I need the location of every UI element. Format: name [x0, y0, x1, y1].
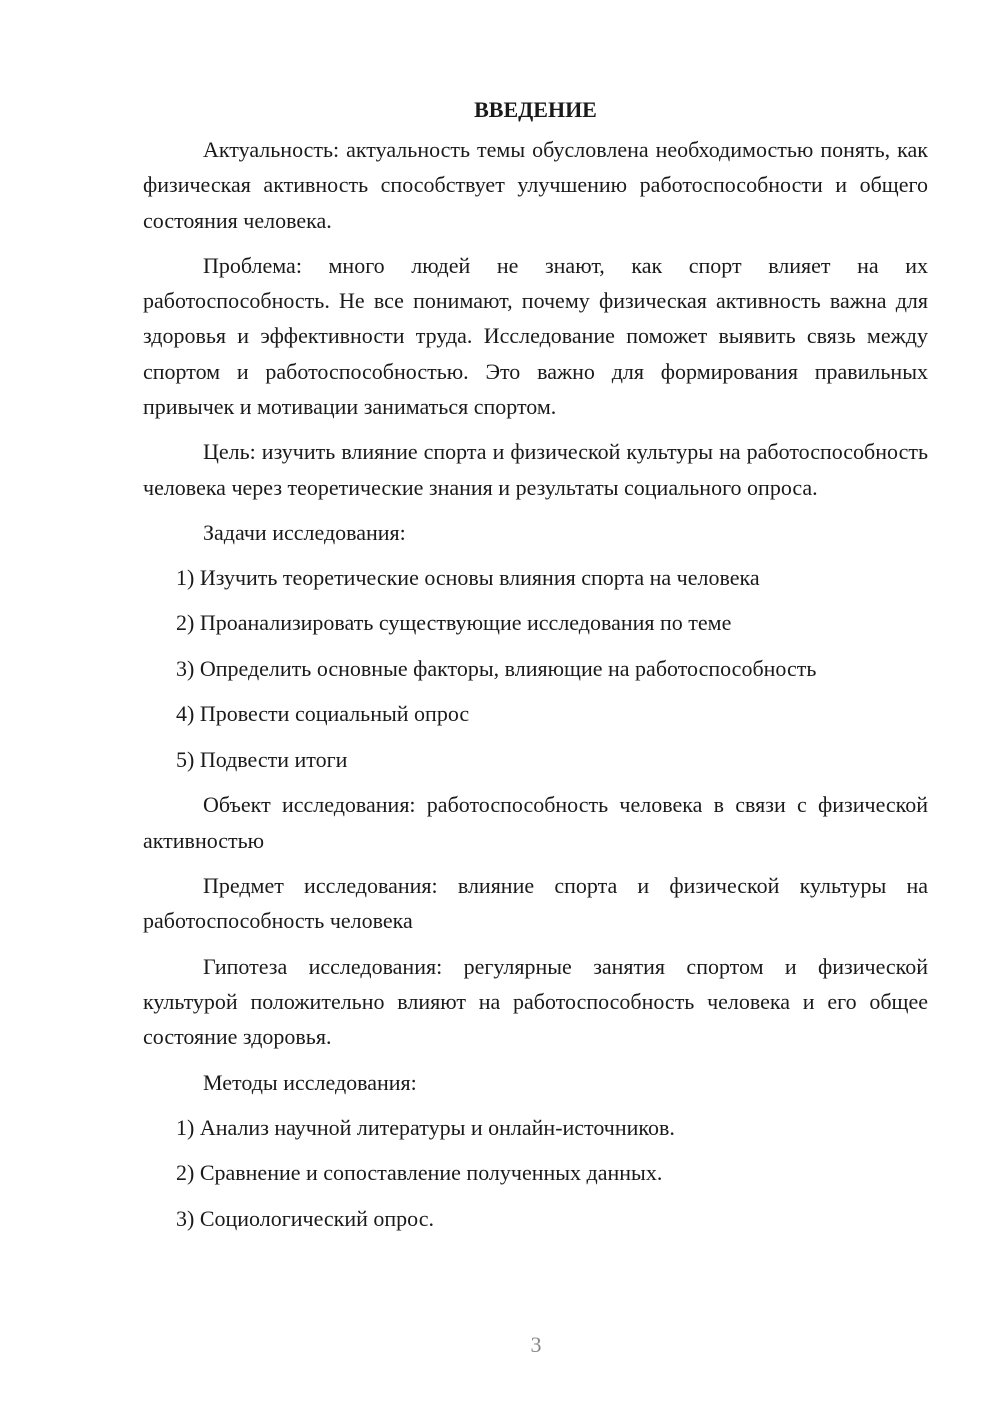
list-item: 1) Анализ научной литературы и онлайн-источников. [176, 1114, 675, 1140]
methods-heading: Методы исследования: [203, 1069, 417, 1095]
relevance-paragraph: Актуальность: актуальность темы обусловлена необходимостью понять, как физическая активность способствует улучшению работоспособности и общего состояния человека. [143, 137, 928, 233]
list-item: 1) Изучить теоретические основы влияния спорта на человека [176, 564, 760, 590]
methods-list [143, 1110, 928, 1236]
list-item: 3) Социологический опрос. [176, 1205, 434, 1231]
list-item: 4) Провести социальный опрос [176, 701, 470, 727]
list-item: 2) Проанализировать существующие исследования по теме [176, 610, 732, 636]
tasks-list [143, 560, 928, 777]
hypothesis-paragraph: Гипотеза исследования: регулярные занятия спортом и физической культурой положительно влияют на работоспособность человека и его общее состояние здоровья. [143, 953, 928, 1050]
object-paragraph: Объект исследования: работоспособность человека в связи с физической активностью [143, 792, 928, 853]
problem-paragraph: Проблема: много людей не знают, как спорт влияет на их работоспособность. Не все понимают, почему физическая активность важна для здоровья и эффективности труда. Исследование поможет выявить связь между спортом и работоспособностью. Это важно для формирования правильных привычек и мотивации заниматься спортом. [143, 252, 928, 420]
subject-paragraph: Предмет исследования: влияние спорта и физической культуры на работоспособность человека [143, 873, 928, 934]
list-item: 5) Подвести итоги [176, 746, 348, 772]
tasks-heading: Задачи исследования: [203, 519, 406, 545]
document-page [143, 92, 928, 1246]
list-item: 3) Определить основные факторы, влияющие на работоспособность [176, 655, 817, 681]
goal-paragraph: Цель: изучить влияние спорта и физической культуры на работоспособность человека через теоретические знания и результаты социального опроса. [143, 439, 928, 500]
list-item: 2) Сравнение и сопоставление полученных данных. [176, 1160, 663, 1186]
section-title: ВВЕДЕНИЕ [474, 97, 597, 122]
page-number: 3 [530, 1332, 542, 1357]
